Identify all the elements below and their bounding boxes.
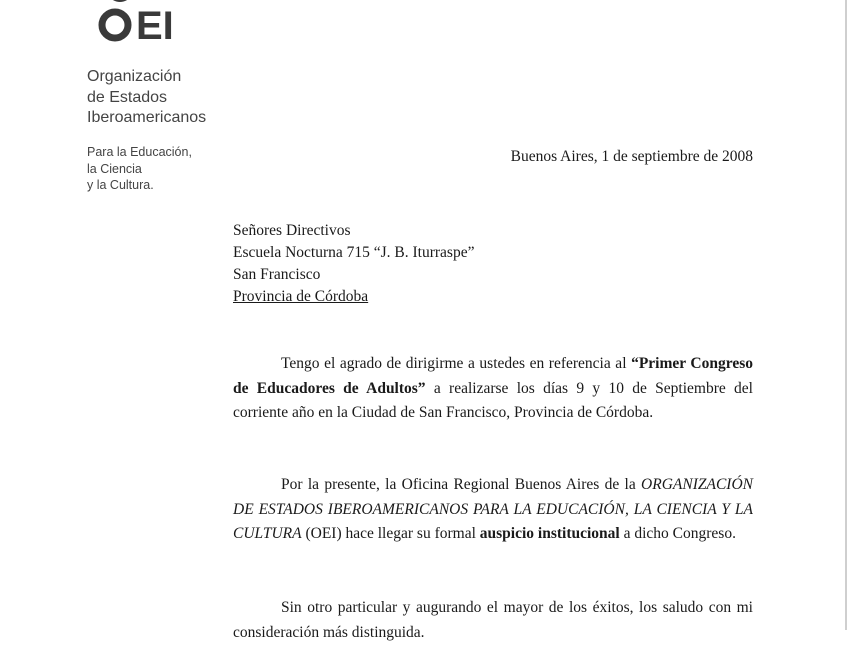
org-line-2: de Estados <box>87 88 168 106</box>
page-edge-shadow <box>845 0 847 630</box>
oei-logo <box>96 0 186 51</box>
oei-logo-mark <box>96 0 186 46</box>
recipient-line-4: Provincia de Córdoba <box>233 288 369 305</box>
p1-text-a: Tengo el agrado de dirigirme a ustedes en referencia al <box>281 355 632 372</box>
recipient-line-1: Señores Directivos <box>233 222 351 239</box>
org-line-3: Iberoamericanos <box>87 109 207 126</box>
paragraph-3 <box>233 596 753 645</box>
p2-organization: ORGANIZACIÓN DE ESTADOS IBEROAMERICANOS PARA LA EDUCACIÓN, LA CIENCIA Y LA CULTURA <box>233 476 753 542</box>
paragraph-2 <box>233 473 753 547</box>
organization-mission <box>87 144 192 194</box>
p1-congress-name: “Primer Congreso de Educadores de Adultos” <box>233 355 753 397</box>
letter-date: Buenos Aires, 1 de septiembre de 2008 <box>510 148 753 165</box>
p2-auspice: auspicio institucional <box>479 525 620 542</box>
recipient-address <box>233 220 474 308</box>
p3-text-a: Sin otro particular y augurando el mayor de los éxitos, los saludo con mi consideración más distinguida. <box>233 599 753 641</box>
p1-text-c: a realizarse los días 9 y 10 de Septiembre del corriente año en la Ciudad de San Francisco, Provincia de Córdoba. <box>233 379 753 421</box>
organization-name <box>87 67 206 129</box>
recipient-line-2: Escuela Nocturna 715 “J. B. Iturraspe” <box>233 244 475 261</box>
logo-text-ei: EI <box>136 4 174 46</box>
mission-line-2: la Ciencia <box>87 161 142 176</box>
org-line-1: Organización <box>87 68 182 85</box>
p2-text-c: (OEI) hace llegar su formal <box>301 525 480 542</box>
p2-text-e: a dicho Congreso. <box>619 525 736 542</box>
paragraph-1 <box>233 352 753 426</box>
p2-text-a: Por la presente, la Oficina Regional Buenos Aires de la <box>281 476 642 493</box>
mission-line-3: y la Cultura. <box>87 178 154 192</box>
mission-line-1: Para la Educación, <box>87 145 192 159</box>
recipient-line-3: San Francisco <box>233 266 321 283</box>
